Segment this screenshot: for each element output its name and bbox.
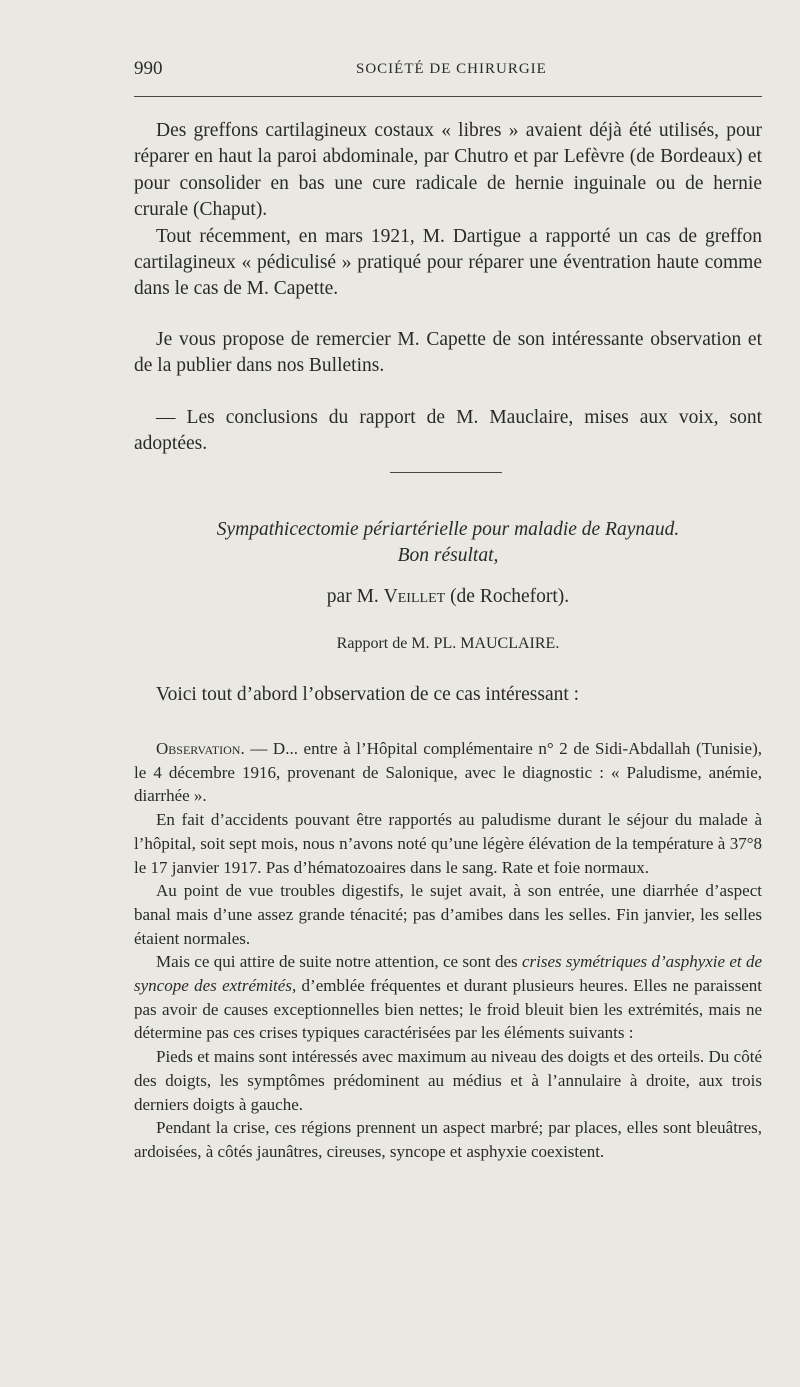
byline-author: Veillet <box>383 586 446 607</box>
article-title <box>134 517 762 569</box>
article-title-line-1: Sympathicectomie périartérielle pour maladie de Raynaud. <box>216 519 680 540</box>
report-line: Rapport de M. PL. MAUCLAIRE. <box>336 635 560 652</box>
lead-paragraph: Voici tout d’abord l’observation de ce cas intéressant : <box>156 684 580 705</box>
byline-suffix: (de Rochefort). <box>450 586 570 607</box>
intro-section <box>134 118 762 303</box>
observation-p4-italic: crises symétriques d’asphyxie et de syncope des extrémités, <box>134 952 762 996</box>
observation-p4-before: Mais ce qui attire de suite notre attention, ce sont des <box>156 952 518 972</box>
observation-section <box>134 737 762 1164</box>
article-title-line-2: Bon résultat, <box>397 545 499 566</box>
observation-text-1: — D... entre à l’Hôpital complémentaire n° 2 de Sidi-Abdallah (Tunisie), le 4 décembre 1916, provenant de Salonique, avec le diagnostic : « Paludisme, anémie, diarrhée ». <box>134 739 762 806</box>
thanks-paragraph: Je vous propose de remercier M. Capette de son intéressante observation et de la publier dans nos Bulletins. <box>134 329 762 377</box>
conclusion-paragraph: — Les conclusions du rapport de M. Mauclaire, mises aux voix, sont adoptées. <box>134 407 762 455</box>
section-separator <box>390 472 502 473</box>
observation-paragraph-2: En fait d’accidents pouvant être rapportés au paludisme durant le séjour du malade à l’hôpital, soit sept mois, nous n’avons noté qu’une légère élévation de la température à 37°8 le 17 janvier 1917. Pas d’hématozoaires dans le sang. Rate et foie normaux. <box>134 810 762 877</box>
observation-paragraph-4 <box>134 950 762 1045</box>
thanks-section <box>134 327 762 380</box>
page-header <box>134 58 760 88</box>
byline-prefix: par M. <box>326 586 379 607</box>
article-byline <box>134 586 762 608</box>
running-title: SOCIÉTÉ DE CHIRURGIE <box>356 61 547 77</box>
observation-paragraph-3: Au point de vue troubles digestifs, le sujet avait, à son entrée, une diarrhée d’aspect banal mais d’une assez grande ténacité; pas d’amibes dans les selles. Fin janvier, les selles étaient normales. <box>134 881 762 948</box>
lead-section <box>134 682 762 708</box>
page-number: 990 <box>134 58 163 79</box>
observation-paragraph-5: Pieds et mains sont intéressés avec maximum au niveau des doigts et des orteils. Du côté des doigts, les symptômes prédominent au médius et à l’annulaire à droite, aux trois derniers doigts à gauche. <box>134 1047 762 1114</box>
observation-p4-after: d’emblée fréquentes et durant plusieurs heures. Elles ne paraissent pas avoir de causes exceptionnelles bien nettes; le froid bleuit bien les extrémités, mais ne détermine pas ces crises typiques caractérisées par les éléments suivants : <box>134 976 762 1043</box>
observation-paragraph-1 <box>134 737 762 808</box>
observation-label: Observation. <box>156 739 245 758</box>
conclusion-section <box>134 405 762 458</box>
observation-paragraph-6: Pendant la crise, ces régions prennent un aspect marbré; par places, elles sont bleuâtres, ardoisées, à côtés jaunâtres, cireuses, syncope et asphyxie coexistent. <box>134 1118 762 1161</box>
header-rule <box>134 96 762 97</box>
intro-paragraph-1: Des greffons cartilagineux costaux « libres » avaient déjà été utilisés, pour réparer en haut la paroi abdominale, par Chutro et par Lefèvre (de Bordeaux) et pour consolider en bas une cure radicale de hernie inguinale ou de hernie crurale (Chaput). <box>134 120 762 221</box>
intro-paragraph-2: Tout récemment, en mars 1921, M. Dartigue a rapporté un cas de greffon cartilagineux « pédiculisé » pratiqué pour réparer une éventration haute comme dans le cas de M. Capette. <box>134 225 762 300</box>
